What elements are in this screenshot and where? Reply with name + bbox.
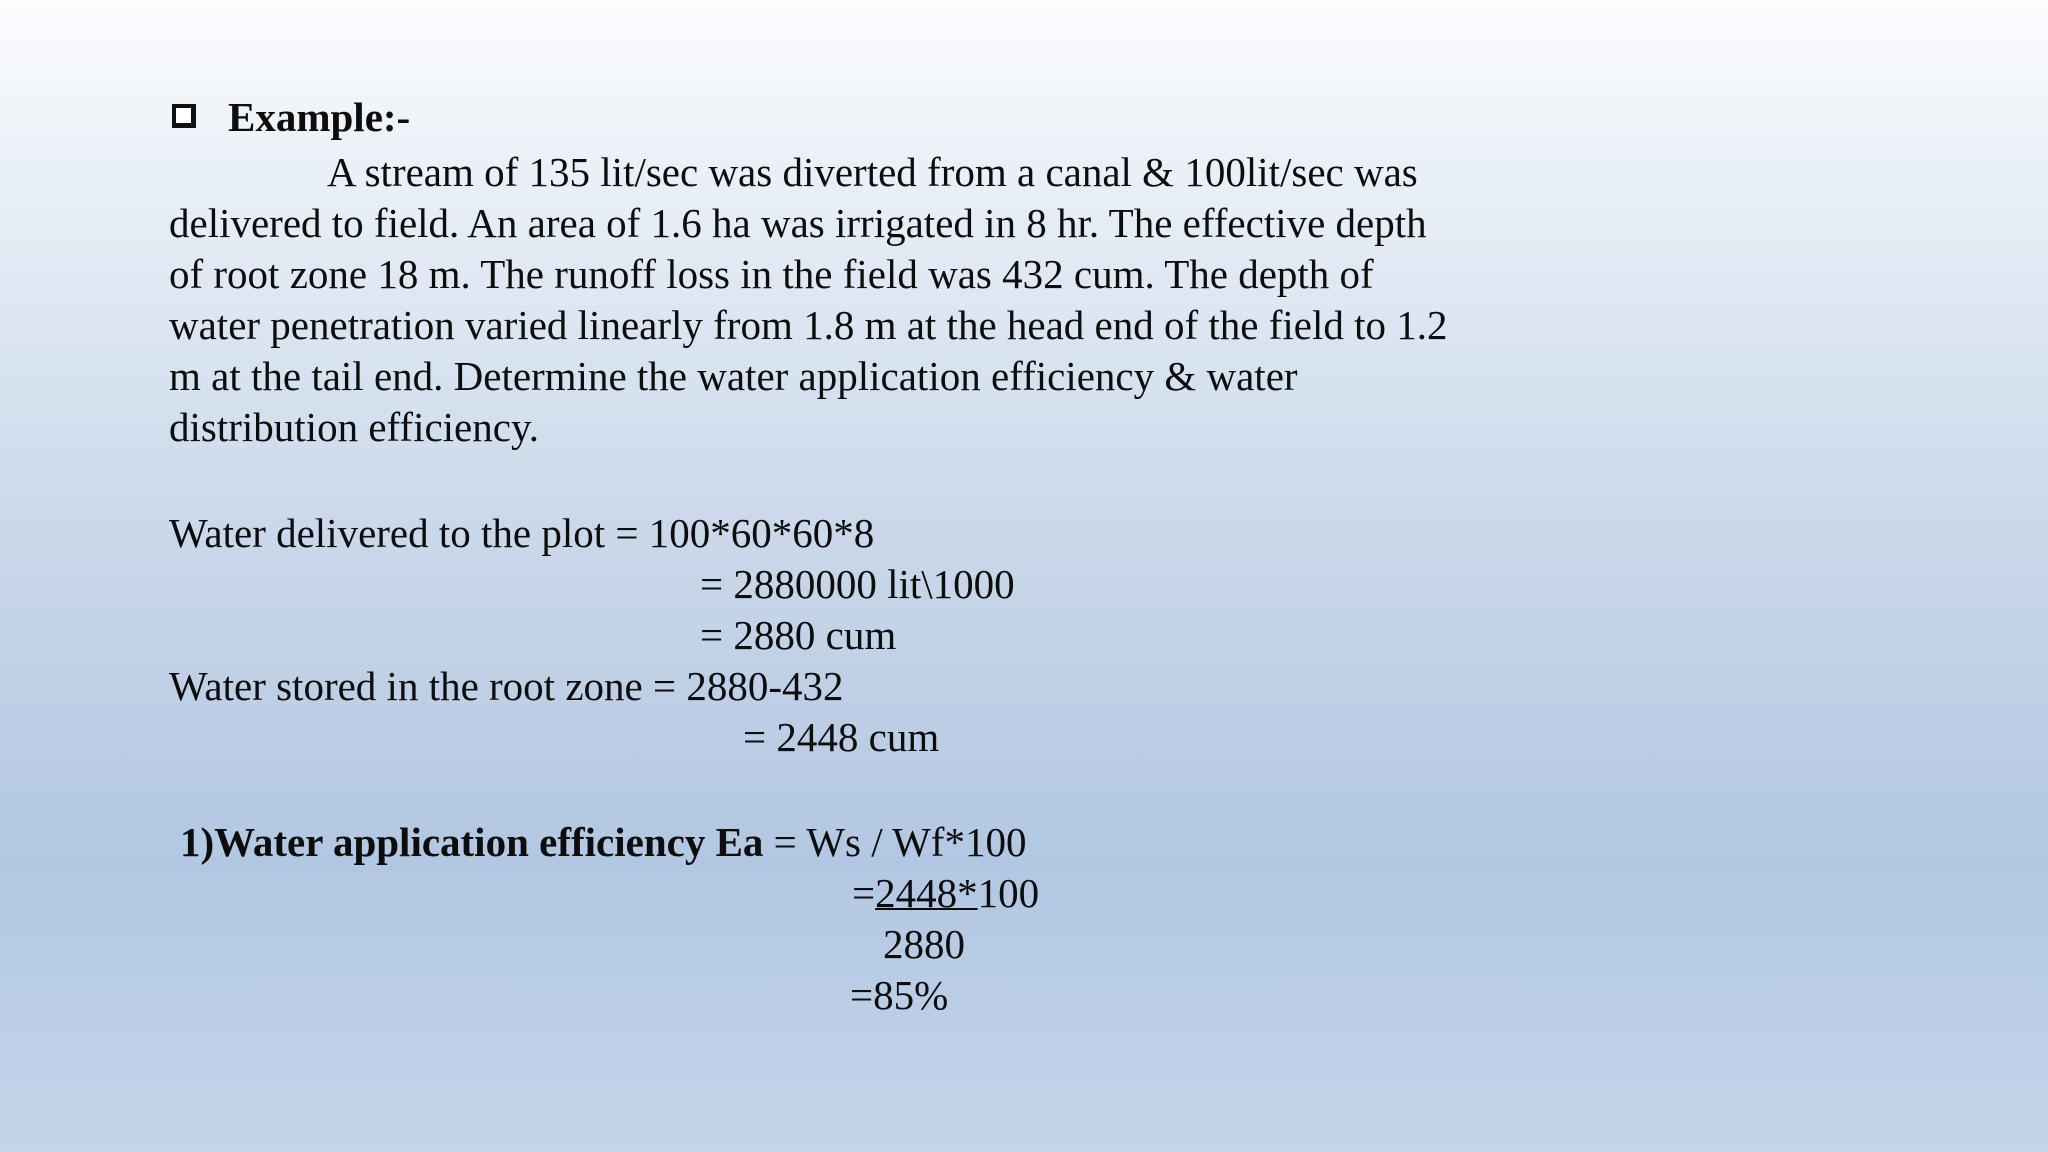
water-delivered-cum: = 2880 cum <box>700 612 897 658</box>
efficiency-label: 1)Water application efficiency Ea <box>180 819 764 865</box>
problem-line-1: A stream of 135 lit/sec was diverted from a canal & 100lit/sec was <box>327 149 1418 195</box>
efficiency-numerator: 2448* <box>875 870 978 916</box>
problem-line-6: distribution efficiency. <box>169 404 540 450</box>
efficiency-result: =85% <box>850 972 949 1018</box>
problem-line-2: delivered to field. An area of 1.6 ha was irrigated in 8 hr. The effective depth <box>169 200 1427 246</box>
efficiency-numerator-tail: 100 <box>977 870 1040 916</box>
efficiency-fraction-line <box>852 868 1039 918</box>
problem-line-4: water penetration varied linearly from 1.8 m at the head end of the field to 1.2 <box>169 302 1448 348</box>
water-delivered-line: Water delivered to the plot = 100*60*60*8 <box>169 510 875 556</box>
water-stored-result: = 2448 cum <box>743 714 940 760</box>
example-heading: Example:- <box>228 94 411 140</box>
problem-line-3: of root zone 18 m. The runoff loss in the field was 432 cum. The depth of <box>169 251 1374 297</box>
water-stored-line: Water stored in the root zone = 2880-432 <box>169 663 844 709</box>
efficiency-formula: = Ws / Wf*100 <box>763 819 1027 865</box>
efficiency-formula-line <box>180 817 1026 867</box>
problem-line-5: m at the tail end. Determine the water application efficiency & water <box>169 353 1298 399</box>
water-delivered-litres: = 2880000 lit\1000 <box>700 561 1015 607</box>
efficiency-eq-sign: = <box>852 870 876 916</box>
efficiency-denominator: 2880 <box>883 921 965 967</box>
checkbox-bullet-icon <box>172 104 196 128</box>
